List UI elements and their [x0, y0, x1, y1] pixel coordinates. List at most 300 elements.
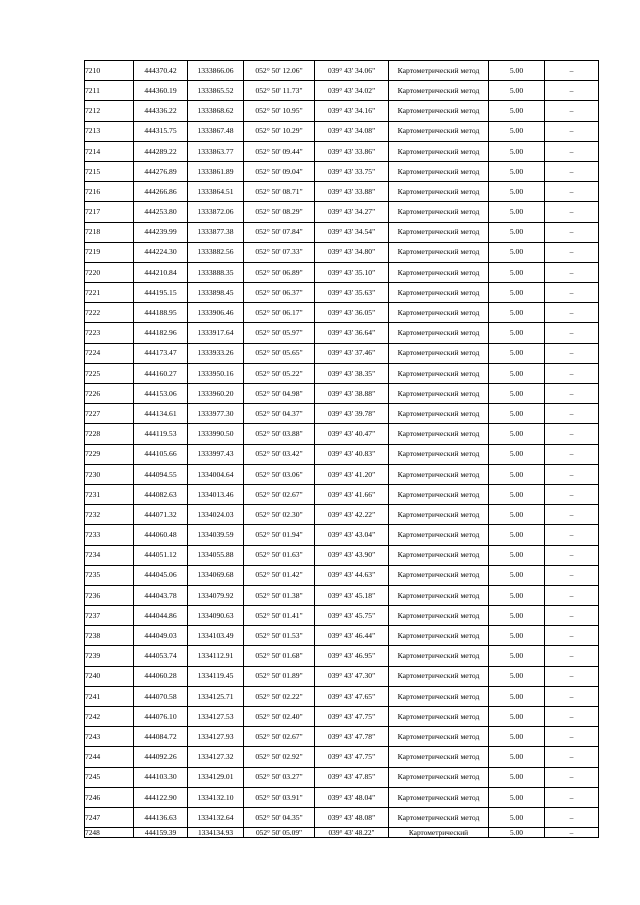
x-coordinate: 444153.06: [134, 384, 188, 404]
longitude: 039° 43' 37.46": [315, 343, 389, 363]
x-coordinate: 444336.22: [134, 101, 188, 121]
note-value: –: [545, 444, 599, 464]
determination-method: Картометрический метод: [389, 606, 489, 626]
note-value: –: [545, 505, 599, 525]
determination-method: Картометрический метод: [389, 384, 489, 404]
x-coordinate: 444082.63: [134, 484, 188, 504]
latitude: 052° 50' 06.89": [244, 262, 315, 282]
latitude: 052° 50' 04.37": [244, 404, 315, 424]
y-coordinate: 1334112.91: [188, 646, 244, 666]
point-number: 7217: [85, 202, 134, 222]
note-value: –: [545, 323, 599, 343]
table-row: [85, 303, 599, 323]
y-coordinate: 1334079.92: [188, 585, 244, 605]
latitude: 052° 50' 03.06": [244, 464, 315, 484]
determination-method: Картометрический метод: [389, 525, 489, 545]
point-number: 7247: [85, 807, 134, 827]
note-value: –: [545, 424, 599, 444]
determination-method: Картометрический метод: [389, 242, 489, 262]
determination-method: Картометрический метод: [389, 484, 489, 504]
longitude: 039° 43' 34.08": [315, 121, 389, 141]
accuracy-value: 5.00: [489, 444, 545, 464]
x-coordinate: 444060.48: [134, 525, 188, 545]
determination-method: Картометрический метод: [389, 787, 489, 807]
longitude: 039° 43' 36.05": [315, 303, 389, 323]
point-number: 7213: [85, 121, 134, 141]
determination-method: Картометрический метод: [389, 707, 489, 727]
x-coordinate: 444053.74: [134, 646, 188, 666]
latitude: 052° 50' 04.98": [244, 384, 315, 404]
point-number: 7218: [85, 222, 134, 242]
x-coordinate: 444159.39: [134, 828, 188, 838]
table-row: [85, 707, 599, 727]
point-number: 7242: [85, 707, 134, 727]
latitude: 052° 50' 10.95": [244, 101, 315, 121]
point-number: 7244: [85, 747, 134, 767]
x-coordinate: 444173.47: [134, 343, 188, 363]
note-value: –: [545, 81, 599, 101]
longitude: 039° 43' 47.30": [315, 666, 389, 686]
note-value: –: [545, 363, 599, 383]
note-value: –: [545, 262, 599, 282]
point-number: 7236: [85, 585, 134, 605]
table-row: [85, 606, 599, 626]
longitude: 039° 43' 48.04": [315, 787, 389, 807]
accuracy-value: 5.00: [489, 283, 545, 303]
table-row: [85, 323, 599, 343]
y-coordinate: 1333866.06: [188, 61, 244, 81]
longitude: 039° 43' 38.35": [315, 363, 389, 383]
x-coordinate: 444094.55: [134, 464, 188, 484]
longitude: 039° 43' 47.75": [315, 707, 389, 727]
point-number: 7222: [85, 303, 134, 323]
longitude: 039° 43' 35.63": [315, 283, 389, 303]
note-value: –: [545, 303, 599, 323]
note-value: –: [545, 606, 599, 626]
latitude: 052° 50' 06.37": [244, 283, 315, 303]
latitude: 052° 50' 08.71": [244, 182, 315, 202]
longitude: 039° 43' 34.02": [315, 81, 389, 101]
accuracy-value: 5.00: [489, 81, 545, 101]
determination-method: Картометрический метод: [389, 343, 489, 363]
latitude: 052° 50' 02.67": [244, 727, 315, 747]
accuracy-value: 5.00: [489, 747, 545, 767]
longitude: 039° 43' 33.75": [315, 161, 389, 181]
longitude: 039° 43' 33.88": [315, 182, 389, 202]
point-number: 7230: [85, 464, 134, 484]
table-row: [85, 182, 599, 202]
point-number: 7229: [85, 444, 134, 464]
x-coordinate: 444084.72: [134, 727, 188, 747]
point-number: 7211: [85, 81, 134, 101]
latitude: 052° 50' 01.89": [244, 666, 315, 686]
x-coordinate: 444043.78: [134, 585, 188, 605]
x-coordinate: 444071.32: [134, 505, 188, 525]
latitude: 052° 50' 03.91": [244, 787, 315, 807]
x-coordinate: 444051.12: [134, 545, 188, 565]
determination-method: Картометрический метод: [389, 747, 489, 767]
accuracy-value: 5.00: [489, 303, 545, 323]
latitude: 052° 50' 09.04": [244, 161, 315, 181]
longitude: 039° 43' 47.78": [315, 727, 389, 747]
note-value: –: [545, 182, 599, 202]
y-coordinate: 1334069.68: [188, 565, 244, 585]
determination-method: Картометрический метод: [389, 161, 489, 181]
latitude: 052° 50' 01.38": [244, 585, 315, 605]
note-value: –: [545, 484, 599, 504]
accuracy-value: 5.00: [489, 686, 545, 706]
y-coordinate: 1333865.52: [188, 81, 244, 101]
y-coordinate: 1333933.26: [188, 343, 244, 363]
table-row: [85, 505, 599, 525]
point-number: 7210: [85, 61, 134, 81]
latitude: 052° 50' 01.68": [244, 646, 315, 666]
determination-method: Картометрический метод: [389, 505, 489, 525]
latitude: 052° 50' 03.27": [244, 767, 315, 787]
longitude: 039° 43' 48.22": [315, 828, 389, 838]
point-number: 7248: [85, 828, 134, 838]
latitude: 052° 50' 03.88": [244, 424, 315, 444]
accuracy-value: 5.00: [489, 343, 545, 363]
accuracy-value: 5.00: [489, 161, 545, 181]
determination-method: Картометрический метод: [389, 686, 489, 706]
table-row: [85, 767, 599, 787]
point-number: 7223: [85, 323, 134, 343]
longitude: 039° 43' 41.66": [315, 484, 389, 504]
note-value: –: [545, 61, 599, 81]
determination-method: Картометрический метод: [389, 303, 489, 323]
accuracy-value: 5.00: [489, 767, 545, 787]
y-coordinate: 1333960.20: [188, 384, 244, 404]
accuracy-value: 5.00: [489, 424, 545, 444]
table-row: [85, 262, 599, 282]
determination-method: Картометрический метод: [389, 202, 489, 222]
point-number: 7241: [85, 686, 134, 706]
note-value: –: [545, 686, 599, 706]
note-value: –: [545, 767, 599, 787]
y-coordinate: 1333863.77: [188, 141, 244, 161]
latitude: 052° 50' 02.22": [244, 686, 315, 706]
determination-method: Картометрический метод: [389, 727, 489, 747]
y-coordinate: 1333898.45: [188, 283, 244, 303]
accuracy-value: 5.00: [489, 484, 545, 504]
y-coordinate: 1333997.43: [188, 444, 244, 464]
accuracy-value: 5.00: [489, 727, 545, 747]
longitude: 039° 43' 39.78": [315, 404, 389, 424]
x-coordinate: 444122.90: [134, 787, 188, 807]
table-row: [85, 444, 599, 464]
latitude: 052° 50' 07.84": [244, 222, 315, 242]
y-coordinate: 1333872.06: [188, 202, 244, 222]
table-row: [85, 828, 599, 838]
y-coordinate: 1333861.89: [188, 161, 244, 181]
point-number: 7221: [85, 283, 134, 303]
accuracy-value: 5.00: [489, 585, 545, 605]
y-coordinate: 1333977.30: [188, 404, 244, 424]
y-coordinate: 1333882.56: [188, 242, 244, 262]
latitude: 052° 50' 01.94": [244, 525, 315, 545]
longitude: 039° 43' 36.64": [315, 323, 389, 343]
x-coordinate: 444070.58: [134, 686, 188, 706]
determination-method: Картометрический метод: [389, 585, 489, 605]
table-row: [85, 626, 599, 646]
note-value: –: [545, 464, 599, 484]
y-coordinate: 1333906.46: [188, 303, 244, 323]
x-coordinate: 444289.22: [134, 141, 188, 161]
x-coordinate: 444210.84: [134, 262, 188, 282]
y-coordinate: 1334039.59: [188, 525, 244, 545]
table-row: [85, 81, 599, 101]
x-coordinate: 444360.19: [134, 81, 188, 101]
note-value: –: [545, 343, 599, 363]
note-value: –: [545, 626, 599, 646]
determination-method: Картометрический метод: [389, 464, 489, 484]
accuracy-value: 5.00: [489, 545, 545, 565]
longitude: 039° 43' 43.90": [315, 545, 389, 565]
accuracy-value: 5.00: [489, 121, 545, 141]
x-coordinate: 444266.86: [134, 182, 188, 202]
x-coordinate: 444160.27: [134, 363, 188, 383]
latitude: 052° 50' 12.06": [244, 61, 315, 81]
determination-method: Картометрический метод: [389, 61, 489, 81]
note-value: –: [545, 707, 599, 727]
y-coordinate: 1334132.64: [188, 807, 244, 827]
table-body: [85, 61, 599, 838]
accuracy-value: 5.00: [489, 202, 545, 222]
x-coordinate: 444224.30: [134, 242, 188, 262]
y-coordinate: 1334090.63: [188, 606, 244, 626]
longitude: 039° 43' 34.16": [315, 101, 389, 121]
point-number: 7212: [85, 101, 134, 121]
determination-method: Картометрический метод: [389, 807, 489, 827]
y-coordinate: 1334129.01: [188, 767, 244, 787]
table-row: [85, 101, 599, 121]
longitude: 039° 43' 34.27": [315, 202, 389, 222]
note-value: –: [545, 101, 599, 121]
x-coordinate: 444044.86: [134, 606, 188, 626]
accuracy-value: 5.00: [489, 222, 545, 242]
x-coordinate: 444092.26: [134, 747, 188, 767]
latitude: 052° 50' 05.09": [244, 828, 315, 838]
table-row: [85, 404, 599, 424]
y-coordinate: 1333888.35: [188, 262, 244, 282]
x-coordinate: 444136.63: [134, 807, 188, 827]
x-coordinate: 444188.95: [134, 303, 188, 323]
longitude: 039° 43' 45.18": [315, 585, 389, 605]
x-coordinate: 444315.75: [134, 121, 188, 141]
accuracy-value: 5.00: [489, 707, 545, 727]
determination-method: Картометрический метод: [389, 81, 489, 101]
latitude: 052° 50' 09.44": [244, 141, 315, 161]
table-row: [85, 585, 599, 605]
x-coordinate: 444276.89: [134, 161, 188, 181]
table-row: [85, 727, 599, 747]
determination-method: Картометрический метод: [389, 182, 489, 202]
determination-method: Картометрический метод: [389, 283, 489, 303]
table-row: [85, 545, 599, 565]
accuracy-value: 5.00: [489, 262, 545, 282]
point-number: 7219: [85, 242, 134, 262]
determination-method: Картометрический метод: [389, 444, 489, 464]
note-value: –: [545, 828, 599, 838]
note-value: –: [545, 141, 599, 161]
note-value: –: [545, 202, 599, 222]
y-coordinate: 1333877.38: [188, 222, 244, 242]
latitude: 052° 50' 11.73": [244, 81, 315, 101]
table-row: [85, 61, 599, 81]
latitude: 052° 50' 05.65": [244, 343, 315, 363]
determination-method: Картометрический метод: [389, 141, 489, 161]
table-row: [85, 141, 599, 161]
y-coordinate: 1334125.71: [188, 686, 244, 706]
accuracy-value: 5.00: [489, 242, 545, 262]
point-number: 7239: [85, 646, 134, 666]
x-coordinate: 444134.61: [134, 404, 188, 424]
note-value: –: [545, 545, 599, 565]
determination-method: Картометрический метод: [389, 646, 489, 666]
latitude: 052° 50' 01.41": [244, 606, 315, 626]
longitude: 039° 43' 34.06": [315, 61, 389, 81]
longitude: 039° 43' 40.47": [315, 424, 389, 444]
longitude: 039° 43' 47.65": [315, 686, 389, 706]
table-row: [85, 384, 599, 404]
table-row: [85, 666, 599, 686]
point-number: 7234: [85, 545, 134, 565]
coordinates-table: [84, 60, 599, 838]
x-coordinate: 444105.66: [134, 444, 188, 464]
point-number: 7235: [85, 565, 134, 585]
note-value: –: [545, 807, 599, 827]
table-row: [85, 807, 599, 827]
x-coordinate: 444076.10: [134, 707, 188, 727]
accuracy-value: 5.00: [489, 787, 545, 807]
table-row: [85, 565, 599, 585]
latitude: 052° 50' 02.40": [244, 707, 315, 727]
x-coordinate: 444195.15: [134, 283, 188, 303]
accuracy-value: 5.00: [489, 646, 545, 666]
y-coordinate: 1333864.51: [188, 182, 244, 202]
point-number: 7238: [85, 626, 134, 646]
longitude: 039° 43' 33.86": [315, 141, 389, 161]
y-coordinate: 1333917.64: [188, 323, 244, 343]
point-number: 7227: [85, 404, 134, 424]
latitude: 052° 50' 10.29": [244, 121, 315, 141]
determination-method: Картометрический метод: [389, 363, 489, 383]
longitude: 039° 43' 47.85": [315, 767, 389, 787]
table-row: [85, 686, 599, 706]
table-row: [85, 484, 599, 504]
table-row: [85, 787, 599, 807]
accuracy-value: 5.00: [489, 828, 545, 838]
x-coordinate: 444182.96: [134, 323, 188, 343]
longitude: 039° 43' 42.22": [315, 505, 389, 525]
point-number: 7246: [85, 787, 134, 807]
note-value: –: [545, 404, 599, 424]
latitude: 052° 50' 05.97": [244, 323, 315, 343]
accuracy-value: 5.00: [489, 404, 545, 424]
longitude: 039° 43' 46.95": [315, 646, 389, 666]
determination-method: Картометрический метод: [389, 424, 489, 444]
accuracy-value: 5.00: [489, 505, 545, 525]
latitude: 052° 50' 06.17": [244, 303, 315, 323]
determination-method: Картометрический метод: [389, 101, 489, 121]
accuracy-value: 5.00: [489, 525, 545, 545]
y-coordinate: 1334127.93: [188, 727, 244, 747]
point-number: 7237: [85, 606, 134, 626]
note-value: –: [545, 161, 599, 181]
longitude: 039° 43' 45.75": [315, 606, 389, 626]
accuracy-value: 5.00: [489, 101, 545, 121]
determination-method: Картометрический метод: [389, 626, 489, 646]
point-number: 7220: [85, 262, 134, 282]
determination-method: Картометрический метод: [389, 262, 489, 282]
x-coordinate: 444049.03: [134, 626, 188, 646]
note-value: –: [545, 525, 599, 545]
x-coordinate: 444045.06: [134, 565, 188, 585]
note-value: –: [545, 384, 599, 404]
x-coordinate: 444060.28: [134, 666, 188, 686]
determination-method: Картометрический метод: [389, 121, 489, 141]
y-coordinate: 1334127.53: [188, 707, 244, 727]
y-coordinate: 1333868.62: [188, 101, 244, 121]
y-coordinate: 1334119.45: [188, 666, 244, 686]
determination-method: Картометрический метод: [389, 565, 489, 585]
latitude: 052° 50' 01.63": [244, 545, 315, 565]
table-row: [85, 242, 599, 262]
table-row: [85, 222, 599, 242]
accuracy-value: 5.00: [489, 61, 545, 81]
determination-method: Картометрический метод: [389, 323, 489, 343]
longitude: 039° 43' 46.44": [315, 626, 389, 646]
point-number: 7225: [85, 363, 134, 383]
latitude: 052° 50' 05.22": [244, 363, 315, 383]
table-row: [85, 525, 599, 545]
longitude: 039° 43' 41.20": [315, 464, 389, 484]
note-value: –: [545, 646, 599, 666]
determination-method: Картометрический: [389, 828, 489, 838]
point-number: 7233: [85, 525, 134, 545]
longitude: 039° 43' 47.75": [315, 747, 389, 767]
x-coordinate: 444370.42: [134, 61, 188, 81]
determination-method: Картометрический метод: [389, 222, 489, 242]
table-row: [85, 283, 599, 303]
note-value: –: [545, 787, 599, 807]
accuracy-value: 5.00: [489, 141, 545, 161]
table-row: [85, 747, 599, 767]
latitude: 052° 50' 01.42": [244, 565, 315, 585]
y-coordinate: 1333950.16: [188, 363, 244, 383]
latitude: 052° 50' 02.92": [244, 747, 315, 767]
y-coordinate: 1334024.03: [188, 505, 244, 525]
point-number: 7224: [85, 343, 134, 363]
note-value: –: [545, 666, 599, 686]
longitude: 039° 43' 34.80": [315, 242, 389, 262]
note-value: –: [545, 121, 599, 141]
longitude: 039° 43' 40.83": [315, 444, 389, 464]
longitude: 039° 43' 34.54": [315, 222, 389, 242]
determination-method: Картометрический метод: [389, 666, 489, 686]
longitude: 039° 43' 43.04": [315, 525, 389, 545]
y-coordinate: 1333867.48: [188, 121, 244, 141]
note-value: –: [545, 242, 599, 262]
point-number: 7226: [85, 384, 134, 404]
y-coordinate: 1334004.64: [188, 464, 244, 484]
table-row: [85, 121, 599, 141]
longitude: 039° 43' 38.88": [315, 384, 389, 404]
y-coordinate: 1334132.10: [188, 787, 244, 807]
accuracy-value: 5.00: [489, 323, 545, 343]
accuracy-value: 5.00: [489, 384, 545, 404]
